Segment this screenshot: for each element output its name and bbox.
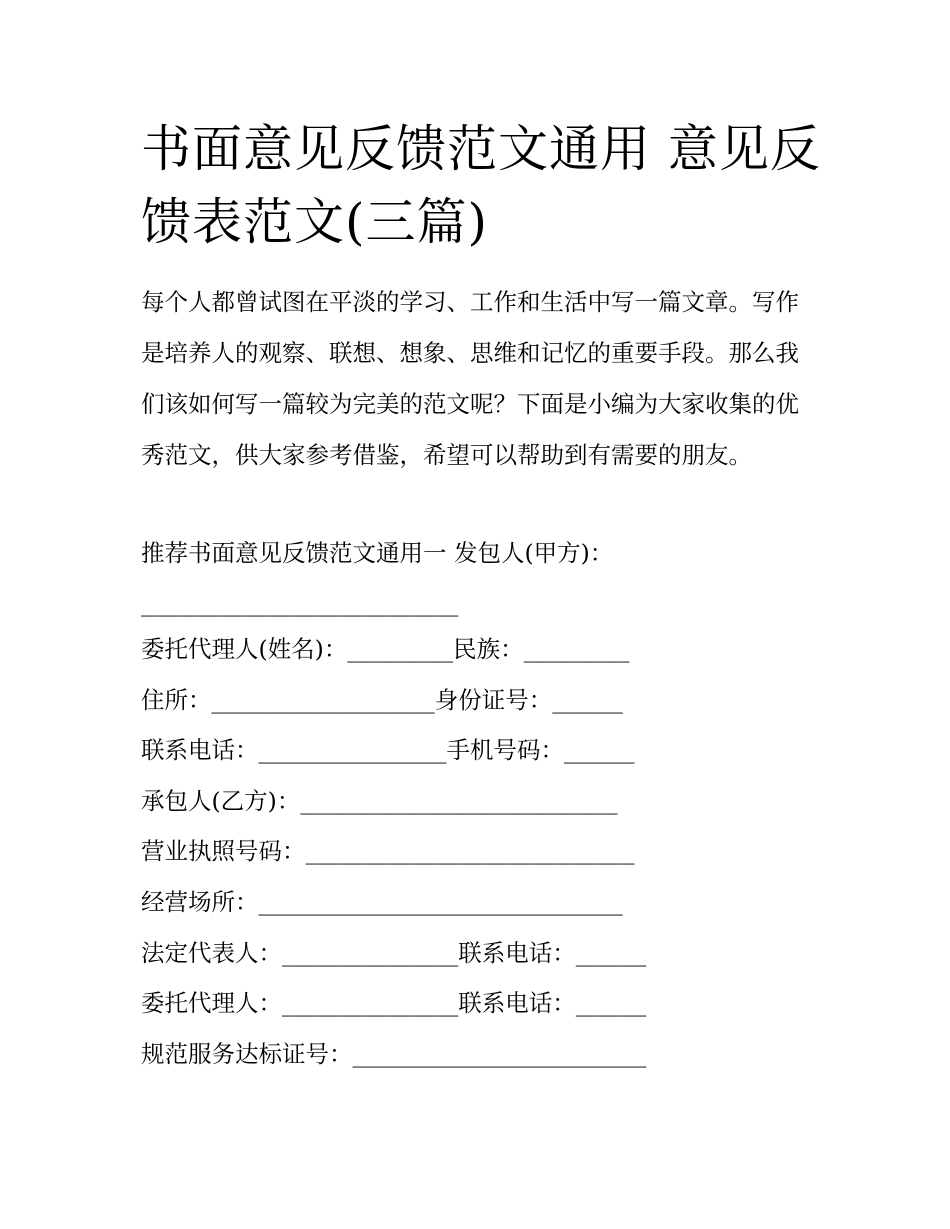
contract-line-service-certificate: 规范服务达标证号：_________________________ — [141, 1040, 647, 1068]
contract-line-business-premises: 经营场所：_______________________________ — [141, 888, 623, 916]
intro-paragraph: 每个人都曾试图在平淡的学习、工作和生活中写一篇文章。写作是培养人的观察、联想、想象、思维和记忆的重要手段。那么我们该如何写一篇较为完美的范文呢？下面是小编为大家收集的优秀范文，供大家参考借鉴，希望可以帮助到有需要的朋友。 — [141, 288, 799, 469]
contract-line-party-b: 承包人(乙方)：___________________________ — [141, 787, 618, 815]
contract-line-address-id: 住所：___________________身份证号：______ — [141, 686, 623, 714]
contract-line-recommend-heading: 推荐书面意见反馈范文通用一 发包人(甲方)： — [141, 539, 614, 567]
contract-line-agent-name-ethnicity: 委托代理人(姓名)：_________民族：_________ — [141, 635, 630, 663]
contract-line-party-a-blank: ___________________________ — [141, 589, 459, 617]
contract-line-entrusted-agent: 委托代理人：_______________联系电话：______ — [141, 989, 647, 1017]
contract-line-legal-representative: 法定代表人：_______________联系电话：______ — [141, 939, 647, 967]
contract-line-phone-mobile: 联系电话：________________手机号码：______ — [141, 736, 635, 764]
contract-line-business-license: 营业执照号码：____________________________ — [141, 837, 635, 865]
document-title: 书面意见反馈范文通用 意见反馈表范文(三篇) — [141, 120, 821, 251]
